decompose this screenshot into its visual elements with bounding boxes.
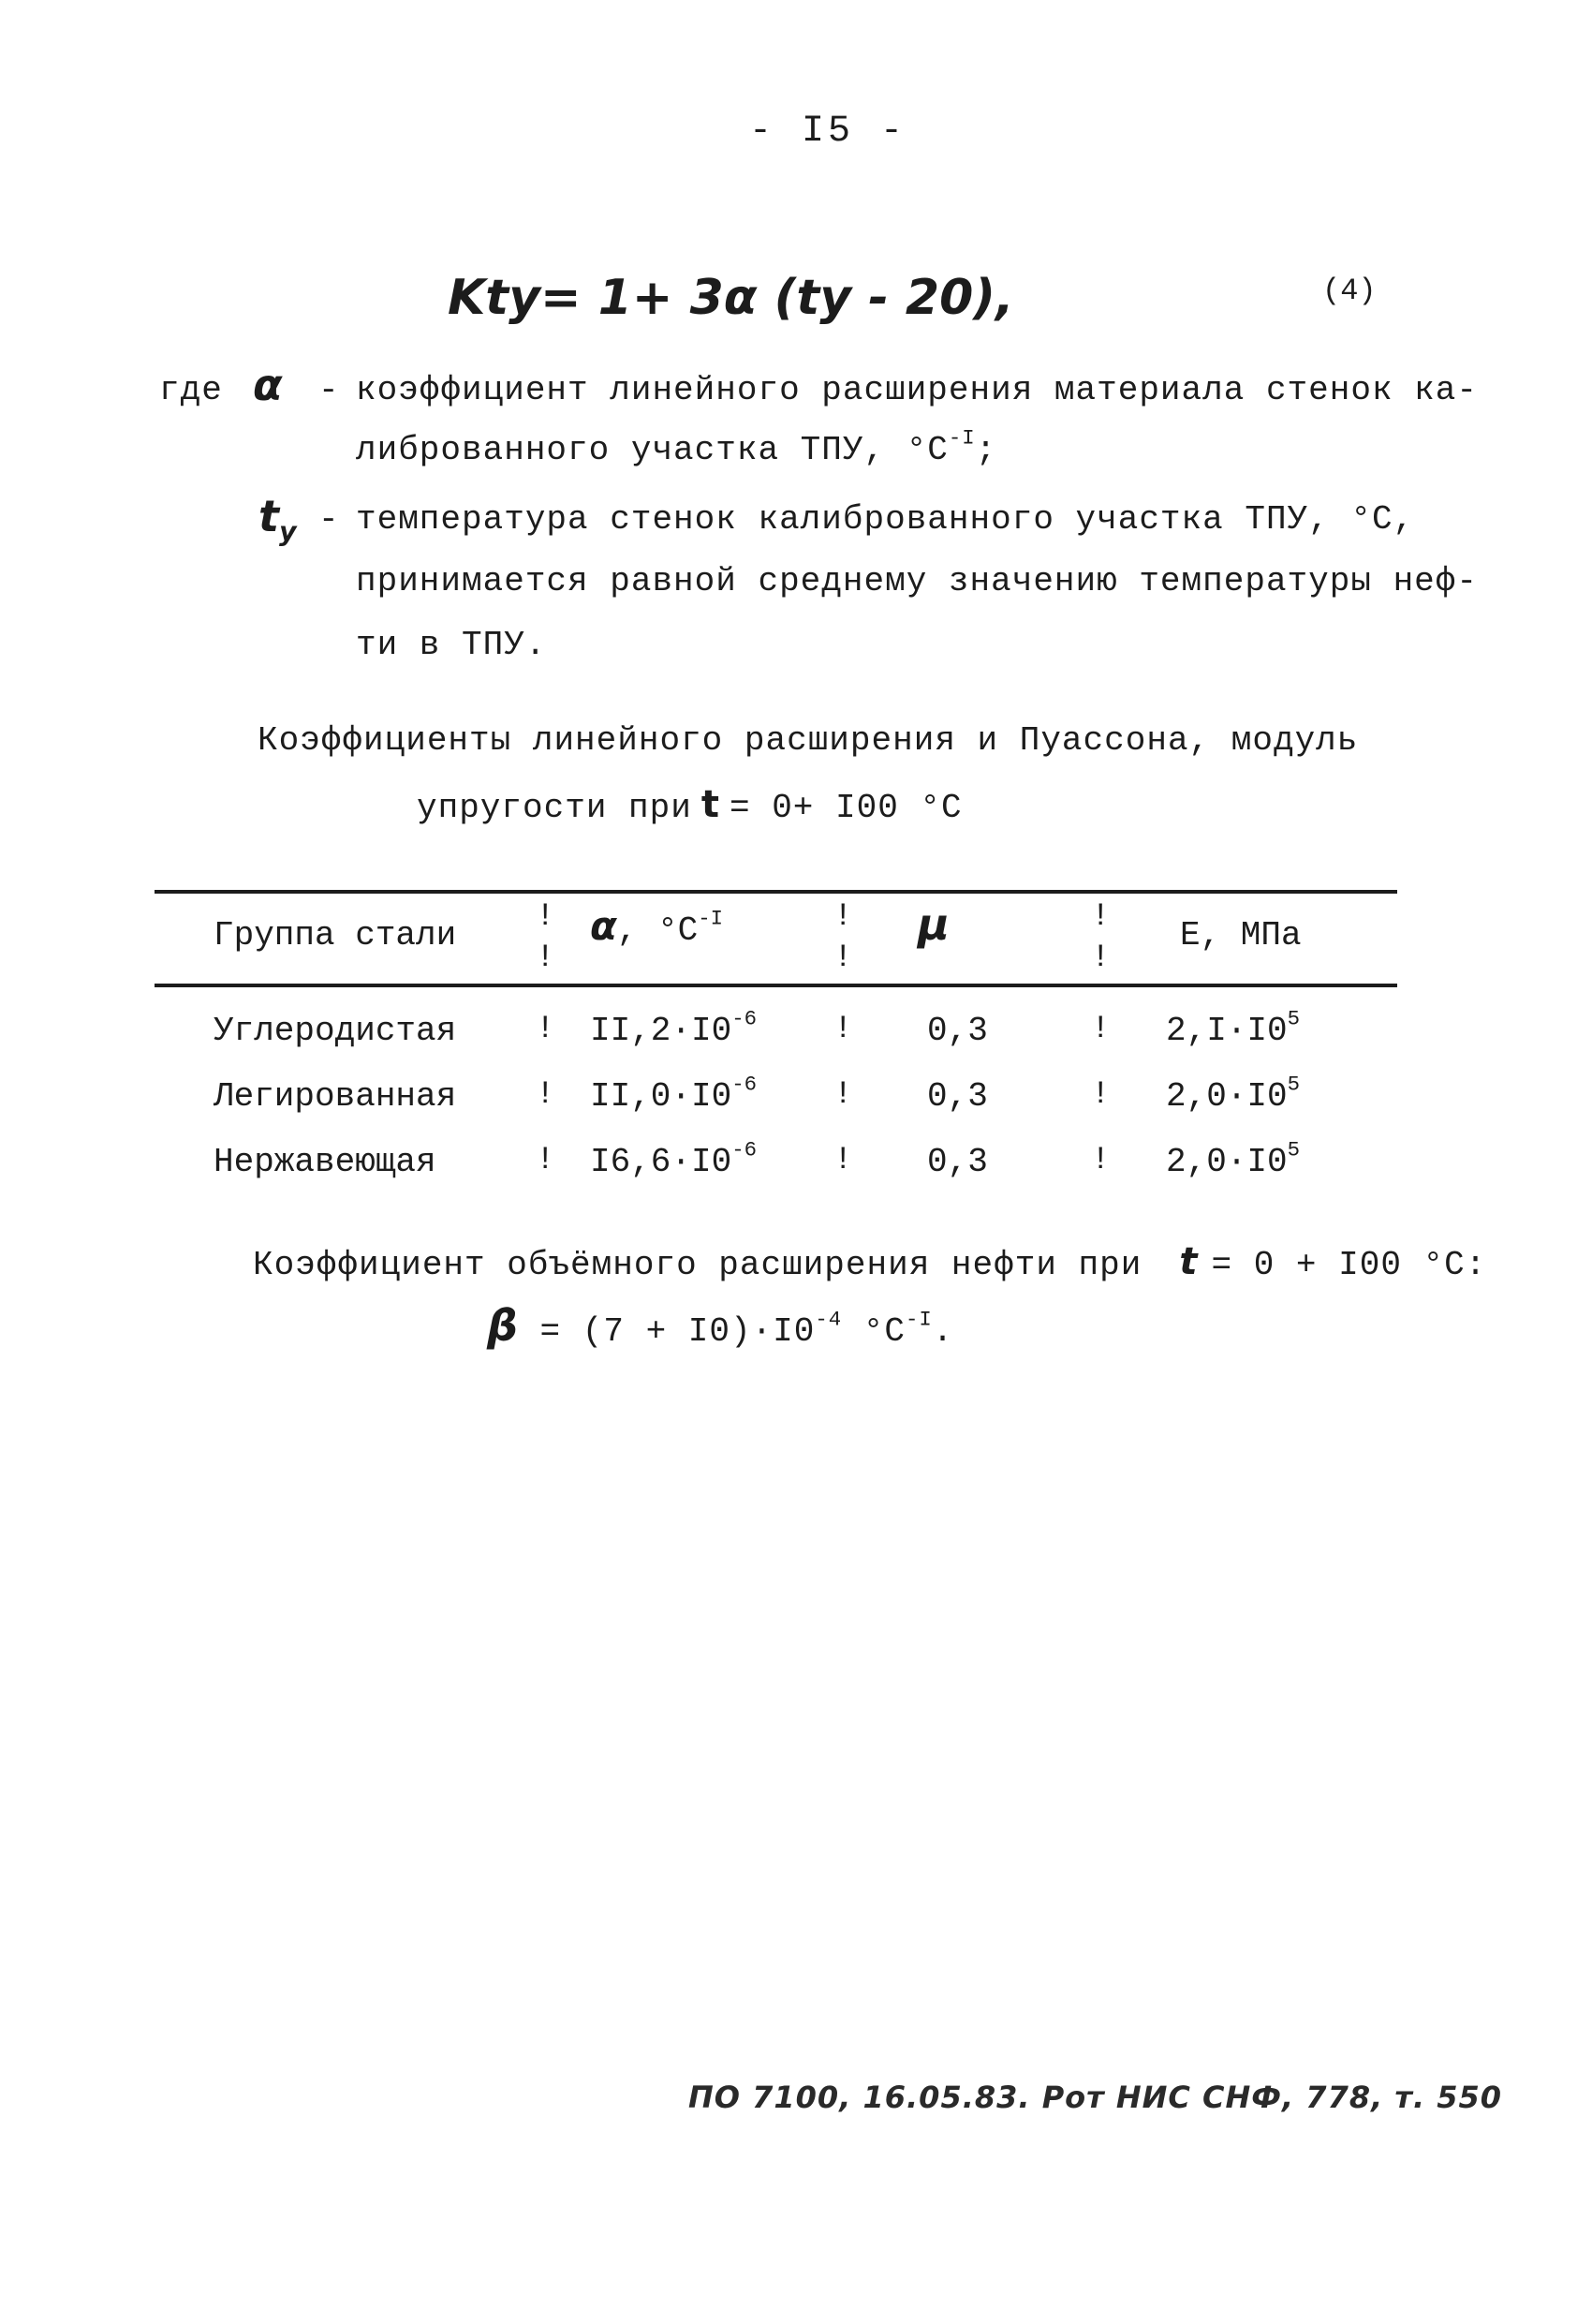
oil-expansion-formula-mid: = (7 + I0)·I0 bbox=[539, 1312, 816, 1351]
table-caption-line-1: Коэффициенты линейного расширения и Пуассона, модуль bbox=[258, 721, 1359, 760]
table-cell-e bbox=[1166, 1072, 1301, 1116]
table-separator: ! bbox=[833, 1143, 853, 1178]
oil-expansion-caption-pre: Коэффициент объёмного расширения нефти при bbox=[253, 1246, 1142, 1284]
table-separator: ! bbox=[536, 1143, 555, 1178]
alpha-value: I6,6·I0 bbox=[590, 1143, 732, 1181]
oil-expansion-formula-exponent: -4 bbox=[815, 1307, 843, 1332]
beta-symbol: β bbox=[487, 1300, 519, 1351]
t-symbol: t bbox=[1179, 1240, 1199, 1283]
header-separator: ! bbox=[833, 940, 853, 976]
alpha-value: II,0·I0 bbox=[590, 1077, 732, 1116]
alpha-unit: °С bbox=[906, 431, 949, 469]
e-value-exponent: 5 bbox=[1287, 1006, 1301, 1031]
where-word: где bbox=[159, 371, 223, 409]
formula-kty: Kty= 1+ 3α (ty - 20), bbox=[448, 270, 1014, 326]
header-alpha-unit: , °С bbox=[616, 911, 699, 950]
header-alpha-symbol: α bbox=[590, 903, 617, 949]
ty-symbol-sub: y bbox=[279, 515, 297, 547]
e-value: 2,0·I0 bbox=[1166, 1143, 1288, 1181]
alpha-value-exponent: -6 bbox=[731, 1072, 758, 1097]
alpha-definition-line-1: коэффициент линейного расширения материала стенок ка- bbox=[356, 371, 1478, 409]
alpha-dash: - bbox=[318, 371, 340, 409]
ty-definition-line-2: принимается равной среднему значению температуры неф- bbox=[356, 562, 1478, 600]
oil-expansion-formula-end: . bbox=[932, 1312, 954, 1351]
alpha-definition-text: либрованного участка ТПУ, bbox=[356, 431, 886, 469]
table-cell-group: Нержавеющая bbox=[214, 1143, 436, 1181]
ty-definition-line-3: ти в ТПУ. bbox=[356, 626, 547, 664]
table-cell-alpha bbox=[590, 1137, 758, 1181]
ty-dash: - bbox=[318, 500, 340, 539]
oil-expansion-caption-post: = 0 + I00 °С: bbox=[1211, 1246, 1487, 1284]
oil-expansion-caption bbox=[253, 1240, 1486, 1284]
table-cell-e bbox=[1166, 1006, 1301, 1050]
e-value: 2,0·I0 bbox=[1166, 1077, 1288, 1116]
alpha-value-exponent: -6 bbox=[731, 1137, 758, 1162]
table-cell-mu: 0,3 bbox=[927, 1012, 988, 1050]
table-cell-alpha bbox=[590, 1072, 758, 1116]
table-top-rule bbox=[155, 890, 1397, 894]
table-separator: ! bbox=[1091, 1012, 1111, 1047]
ty-symbol-base: t bbox=[258, 491, 279, 541]
header-separator: ! bbox=[536, 940, 555, 976]
table-caption-pre: упругости при bbox=[417, 789, 692, 827]
table-separator: ! bbox=[833, 1077, 853, 1113]
e-value-exponent: 5 bbox=[1287, 1072, 1301, 1097]
header-separator: ! bbox=[536, 899, 555, 935]
t-symbol: t bbox=[700, 783, 720, 826]
alpha-tail: ; bbox=[975, 431, 997, 469]
e-value-exponent: 5 bbox=[1287, 1137, 1301, 1162]
header-e: Е, МПа bbox=[1180, 916, 1302, 955]
formula-number: (4) bbox=[1322, 274, 1377, 308]
header-separator: ! bbox=[833, 899, 853, 935]
header-separator: ! bbox=[1091, 899, 1111, 935]
oil-expansion-formula bbox=[487, 1300, 953, 1351]
table-cell-group: Легированная bbox=[214, 1077, 457, 1116]
table-caption-post: = 0+ I00 °С bbox=[729, 789, 963, 827]
table-cell-mu: 0,3 bbox=[927, 1077, 988, 1116]
table-cell-e bbox=[1166, 1137, 1301, 1181]
page-number: - I5 - bbox=[749, 111, 907, 153]
table-separator: ! bbox=[536, 1012, 555, 1047]
header-alpha bbox=[590, 903, 723, 950]
table-separator: ! bbox=[833, 1012, 853, 1047]
header-mu: μ bbox=[918, 899, 950, 950]
alpha-symbol: α bbox=[253, 360, 283, 410]
table-separator: ! bbox=[1091, 1143, 1111, 1178]
ty-definition-line-1: температура стенок калиброванного участка ТПУ, °С, bbox=[356, 500, 1415, 539]
e-value: 2,I·I0 bbox=[1166, 1012, 1288, 1050]
archive-note: ПО 7100, 16.05.83. Рот НИС СНФ, 778, т. 550 bbox=[688, 2080, 1503, 2115]
header-alpha-exponent: -I bbox=[698, 906, 724, 931]
oil-expansion-formula-unit: °С bbox=[862, 1312, 907, 1351]
header-separator: ! bbox=[1091, 940, 1111, 976]
table-separator: ! bbox=[1091, 1077, 1111, 1113]
table-cell-group: Углеродистая bbox=[214, 1012, 457, 1050]
table-cell-mu: 0,3 bbox=[927, 1143, 988, 1181]
table-caption-line-2 bbox=[417, 783, 963, 827]
table-separator: ! bbox=[536, 1077, 555, 1113]
ty-symbol bbox=[258, 491, 297, 547]
alpha-unit-exponent: -I bbox=[948, 425, 976, 451]
table-header-rule bbox=[155, 984, 1397, 987]
alpha-value-exponent: -6 bbox=[731, 1006, 758, 1031]
alpha-value: II,2·I0 bbox=[590, 1012, 732, 1050]
table-cell-alpha bbox=[590, 1006, 758, 1050]
alpha-definition-line-2 bbox=[356, 425, 997, 469]
oil-expansion-formula-unit-exponent: -I bbox=[906, 1307, 933, 1332]
header-group: Группа стали bbox=[214, 916, 457, 955]
